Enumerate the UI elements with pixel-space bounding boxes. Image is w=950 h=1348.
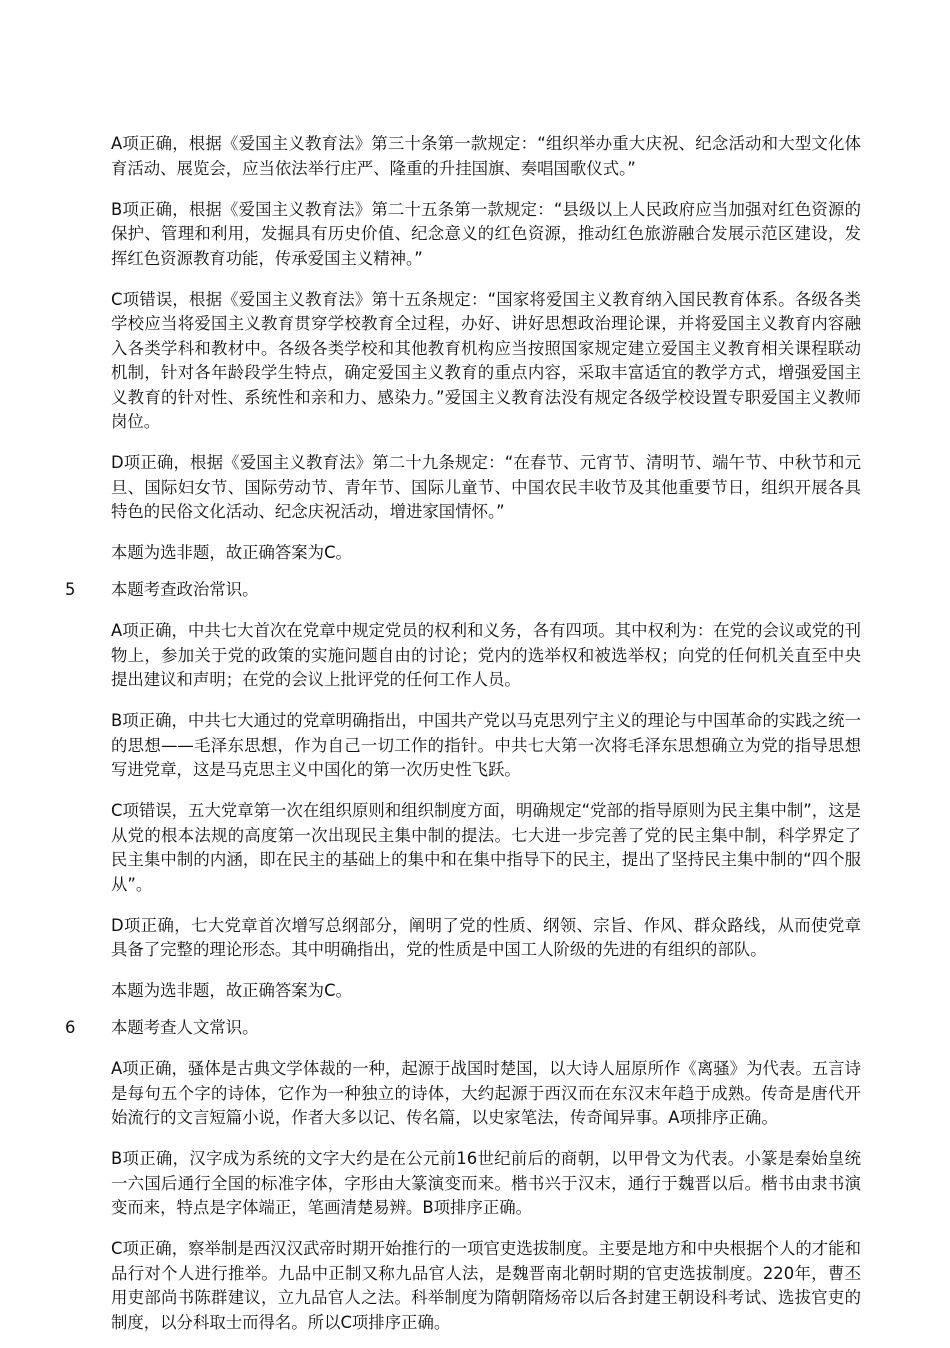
option-c-explanation: C项错误，五大党章第一次在组织原则和组织制度方面，明确规定“党部的指导原则为民主集中制”，这是从党的根本法规的高度第一次出现民主集中制的提法。七大进一步完善了党的民主集中制，科学界定了民主集中制的内涵，即在民主的基础上的集中和在集中指导下的民主，提出了坚持民主集中制的“四个服从”。 (111, 801, 861, 894)
question-topic: 本题考查政治常识。 (111, 580, 259, 600)
answer-conclusion: 本题为选非题，故正确答案为C。 (111, 542, 352, 562)
option-b-explanation: B项正确，中共七大通过的党章明确指出，中国共产党以马克思列宁主义的理论与中国革命的实践之统一的思想——毛泽东思想，作为自己一切工作的指针。中共七大第一次将毛泽东思想确立为党的指导思想写进党章，这是马克思主义中国化的第一次历史性飞跃。 (111, 711, 861, 780)
option-b-explanation: B项正确，根据《爱国主义教育法》第二十五条第一款规定：“县级以上人民政府应当加强对红色资源的保护、管理和利用，发掘具有历史价值、纪念意义的红色资源，推动红色旅游融合发展示范区建设，发挥红色资源教育功能，传承爱国主义精神。” (111, 199, 861, 268)
option-a-explanation: A项正确，根据《爱国主义教育法》第三十条第一款规定：“组织举办重大庆祝、纪念活动和大型文化体育活动、展览会，应当依法举行庄严、隆重的升挂国旗、奏唱国歌仪式。” (111, 134, 861, 178)
question-5-explanation (0, 578, 950, 1003)
answer-explanations (0, 116, 950, 1348)
option-d-explanation: D项正确，七大党章首次增写总纲部分，阐明了党的性质、纲领、宗旨、作风、群众路线，从而使党章具备了完整的理论形态。其中明确指出，党的性质是中国工人阶级的先进的有组织的部队。 (111, 915, 861, 960)
option-a-explanation: A项正确，中共七大首次在党章中规定党员的权利和义务，各有四项。其中权利为：在党的会议或党的刊物上，参加关于党的政策的实施问题自由的讨论；党内的选举权和被选举权；向党的任何机关直至中央提出建议和声明；在党的会议上批评党的任何工作人员。 (111, 621, 861, 690)
option-b-explanation: B项正确，汉字成为系统的文字大约是在公元前16世纪前后的商朝，以甲骨文为代表。小篆是秦始皇统一六国后通行全国的标准字体，字形由大篆演变而来。楷书兴于汉末，通行于魏晋以后。楷书由隶书演变而来，特点是字体端正，笔画清楚易辨。B项排序正确。 (111, 1149, 861, 1218)
question-topic: 本题考查人文常识。 (111, 1018, 259, 1038)
question-heading (65, 1016, 861, 1041)
question-number: 5 (65, 580, 76, 600)
question-number: 6 (65, 1018, 76, 1038)
option-a-explanation: A项正确，骚体是古典文学体裁的一种，起源于战国时楚国，以大诗人屈原所作《离骚》为代表。五言诗是每句五个字的诗体，它作为一种独立的诗体，大约起源于西汉而在东汉末年趋于成熟。传奇是唐代开始流行的文言短篇小说，作者大多以记、传名篇，以史家笔法，传奇闻异事。A项排序正确。 (111, 1059, 861, 1128)
question-4-explanation (0, 132, 950, 565)
option-d-explanation: D项正确，根据《爱国主义教育法》第二十九条规定：“在春节、元宵节、清明节、端午节、中秋节和元旦、国际妇女节、国际劳动节、青年节、国际儿童节、中国农民丰收节及其他重要节日，组织开展各具特色的民俗文化活动、纪念庆祝活动，增进家国情怀。” (111, 453, 861, 522)
question-6-explanation (0, 1016, 950, 1335)
option-c-explanation: C项错误，根据《爱国主义教育法》第十五条规定：“国家将爱国主义教育纳入国民教育体系。各级各类学校应当将爱国主义教育贯穿学校教育全过程，办好、讲好思想政治理论课，并将爱国主义教育内容融入各类学科和教材中。各级各类学校和其他教育机构应当按照国家规定建立爱国主义教育相关课程联动机制，针对各年龄段学生特点，确定爱国主义教育的重点内容，采取丰富适宜的教学方式，增强爱国主义教育的针对性、系统性和亲和力、感染力。”爱国主义教育法没有规定各级学校设置专职爱国主义教师岗位。 (111, 289, 861, 432)
answer-conclusion: 本题为选非题，故正确答案为C。 (111, 980, 352, 1000)
option-c-explanation: C项正确，察举制是西汉汉武帝时期开始推行的一项官吏选拔制度。主要是地方和中央根据个人的才能和品行对个人进行推举。九品中正制又称九品官人法，是魏晋南北朝时期的官吏选拔制度。220年，曹丕用吏部尚书陈群建议，立九品官人之法。科举制度为隋朝隋炀帝以后各封建王朝设科考试、选拔官吏的制度，以分科取士而得名。所以C项排序正确。 (111, 1239, 861, 1332)
question-heading (65, 578, 861, 603)
